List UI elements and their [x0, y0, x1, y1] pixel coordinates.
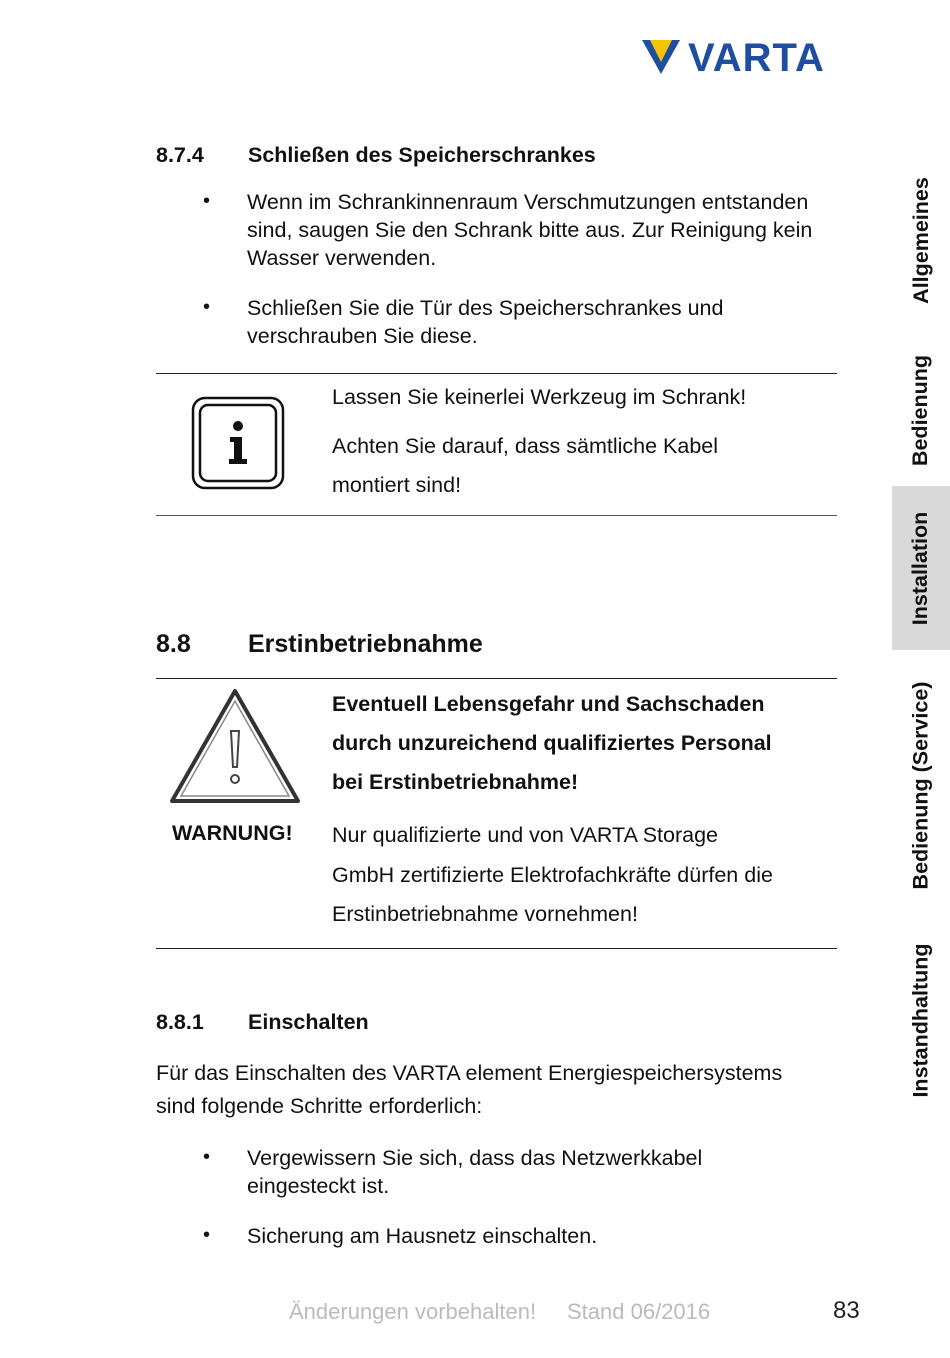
bullet-icon: • [203, 1146, 211, 1168]
tab-label: Bedienung [908, 354, 933, 466]
tab-bedienung[interactable] [892, 335, 950, 485]
page-number: 83 [833, 1297, 860, 1324]
tab-label: Installation [908, 511, 933, 625]
list-item: Sicherung am Hausnetz einschalten. [247, 1224, 598, 1248]
list-item: Vergewissern Sie sich, dass das Netzwerkkabel eingesteckt ist. [247, 1146, 703, 1198]
warning-heading [332, 685, 772, 802]
tab-label: Instandhaltung [908, 942, 933, 1098]
footer-note: Änderungen vorbehalten! [289, 1299, 537, 1324]
list-item: Wenn im Schrankinnenraum Verschmutzungen entstanden sind, saugen Sie den Schrank bitte aus. Zur Reinigung kein Wasser verwenden. [247, 190, 813, 270]
warning-heading-line: bei Erstinbetriebnahme! [332, 770, 579, 794]
info-icon [191, 396, 285, 490]
intro-paragraph [156, 1057, 782, 1123]
tab-label: Bedienung (Service) [908, 681, 933, 889]
footer-stand: Stand 06/2016 [567, 1299, 711, 1324]
warning-label: WARNUNG! [172, 821, 293, 845]
warning-heading-line: durch unzureichend qualifiziertes Personal [332, 731, 772, 755]
divider [156, 515, 837, 516]
warning-body-line: GmbH zertifizierte Elektrofachkräfte dürfen die [332, 862, 773, 887]
info-text: montiert sind! [332, 473, 462, 497]
list-item: Schließen Sie die Tür des Speicherschrankes und verschrauben Sie diese. [247, 296, 724, 348]
warning-body-line: Nur qualifizierte und von VARTA Storage [332, 823, 719, 847]
intro-line: sind folgende Schritte erforderlich: [156, 1094, 483, 1118]
section-number: 8.8 [156, 630, 191, 658]
divider [156, 678, 837, 679]
section-title: Einschalten [248, 1010, 369, 1034]
section-number: 8.7.4 [156, 143, 204, 167]
tab-instandhaltung[interactable] [892, 925, 950, 1115]
warning-body-line: Erstinbetriebnahme vornehmen! [332, 902, 638, 926]
info-text: Achten Sie darauf, dass sämtliche Kabel [332, 434, 719, 458]
tab-bedienung-service[interactable] [892, 660, 950, 910]
warning-heading-line: Eventuell Lebensgefahr und Sachschaden [332, 692, 765, 716]
section-title: Erstinbetriebnahme [248, 630, 483, 658]
bullet-icon: • [203, 190, 211, 212]
tab-label: Allgemeines [908, 176, 933, 304]
brand-name: VARTA [688, 36, 825, 80]
section-title: Schließen des Speicherschrankes [248, 143, 596, 167]
tab-allgemeines[interactable] [892, 160, 950, 320]
bullet-icon: • [203, 1224, 211, 1246]
divider [156, 373, 837, 374]
varta-v-icon [642, 40, 680, 74]
divider [156, 948, 837, 949]
warning-body [332, 816, 773, 935]
info-text: Lassen Sie keinerlei Werkzeug im Schrank! [332, 385, 747, 409]
section-number: 8.8.1 [156, 1010, 204, 1034]
tab-installation[interactable] [892, 486, 950, 650]
intro-line: Für das Einschalten des VARTA element Energiespeichersystems [156, 1061, 783, 1085]
bullet-icon: • [203, 296, 211, 318]
warning-triangle-icon [168, 687, 302, 805]
varta-logo [642, 36, 852, 80]
